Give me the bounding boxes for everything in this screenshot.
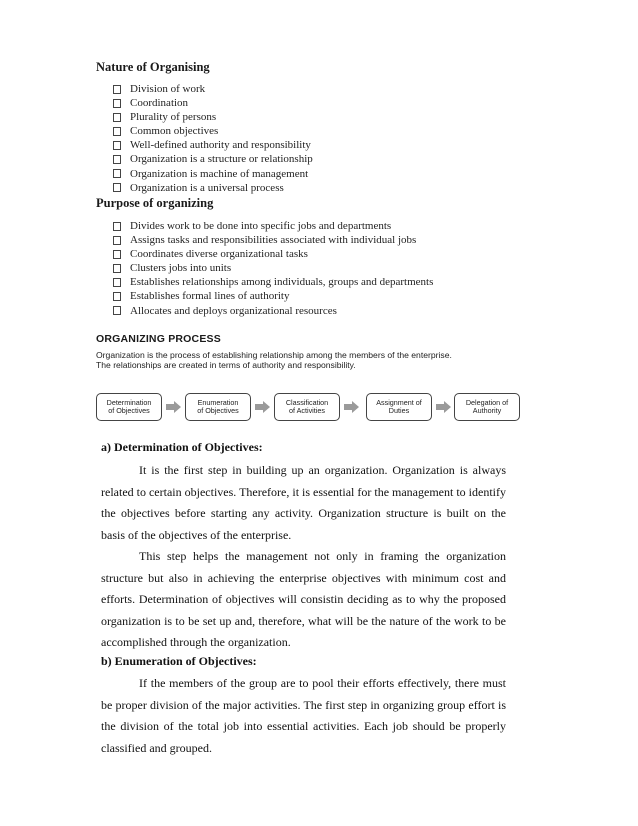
checkbox-bullet-icon	[113, 113, 121, 122]
checkbox-bullet-icon	[113, 99, 121, 108]
flow-step-assignment: Assignment of Duties	[366, 393, 432, 421]
process-heading: ORGANIZING PROCESS	[96, 333, 221, 345]
purpose-heading: Purpose of organizing	[96, 196, 214, 210]
list-item: Allocates and deploys organizational resources	[113, 304, 433, 318]
list-item: Plurality of persons	[113, 110, 313, 124]
process-desc-line: The relationships are created in terms of authority and responsibility.	[96, 360, 356, 370]
list-item: Establishes relationships among individuals, groups and departments	[113, 275, 433, 289]
flow-step-classification: Classification of Activities	[274, 393, 340, 421]
section-b-paragraph-1: If the members of the group are to pool their efforts effectively, there must be proper division of the major activities. The first step in organizing group effort is the division of the total job into essential activities. Each job should be properly classified and grouped.	[101, 676, 506, 755]
list-item: Organization is machine of management	[113, 167, 313, 181]
checkbox-bullet-icon	[113, 292, 121, 301]
process-desc-line: Organization is the process of establishing relationship among the members of the enterprise.	[96, 350, 452, 360]
list-item: Organization is a universal process	[113, 181, 313, 195]
right-arrow-icon	[344, 401, 359, 413]
flow-step-determination: Determination of Objectives	[96, 393, 162, 421]
checkbox-bullet-icon	[113, 250, 121, 259]
checkbox-bullet-icon	[113, 278, 121, 287]
purpose-list	[113, 219, 433, 318]
list-item: Coordination	[113, 96, 313, 110]
checkbox-bullet-icon	[113, 183, 121, 192]
checkbox-bullet-icon	[113, 236, 121, 245]
checkbox-bullet-icon	[113, 127, 121, 136]
flow-step-delegation: Delegation of Authority	[454, 393, 520, 421]
list-item: Clusters jobs into units	[113, 261, 433, 275]
checkbox-bullet-icon	[113, 222, 121, 231]
section-a-paragraph-1: It is the first step in building up an organization. Organization is always related to certain objectives. Therefore, it is essential for the management to identify the objectives before starting any activity. Organization structure is built on the basis of the objectives of the enterprise.	[101, 463, 506, 542]
list-item: Divides work to be done into specific jobs and departments	[113, 219, 433, 233]
list-item: Assigns tasks and responsibilities associated with individual jobs	[113, 233, 433, 247]
list-item: Organization is a structure or relationship	[113, 152, 313, 166]
checkbox-bullet-icon	[113, 155, 121, 164]
right-arrow-icon	[436, 401, 451, 413]
list-item: Well-defined authority and responsibility	[113, 138, 313, 152]
list-item: Establishes formal lines of authority	[113, 289, 433, 303]
checkbox-bullet-icon	[113, 85, 121, 94]
flow-step-enumeration: Enumeration of Objectives	[185, 393, 251, 421]
list-item: Common objectives	[113, 124, 313, 138]
section-a-heading: a) Determination of Objectives:	[101, 440, 263, 454]
list-item: Division of work	[113, 82, 313, 96]
right-arrow-icon	[166, 401, 181, 413]
right-arrow-icon	[255, 401, 270, 413]
nature-heading: Nature of Organising	[96, 60, 210, 74]
process-description	[96, 350, 526, 370]
process-flow-diagram	[96, 393, 526, 425]
section-b-heading: b) Enumeration of Objectives:	[101, 654, 257, 668]
nature-list	[113, 82, 313, 195]
checkbox-bullet-icon	[113, 169, 121, 178]
checkbox-bullet-icon	[113, 141, 121, 150]
section-a-paragraph-2: This step helps the management not only in framing the organization structure but also in achieving the enterprise objectives with minimum cost and efforts. Determination of objectives will consistin deciding as to why the proposed organization is to be set up and, therefore, what will be the nature of the work to be accomplished through the organization.	[101, 549, 506, 649]
list-item: Coordinates diverse organizational tasks	[113, 247, 433, 261]
checkbox-bullet-icon	[113, 306, 121, 315]
checkbox-bullet-icon	[113, 264, 121, 273]
